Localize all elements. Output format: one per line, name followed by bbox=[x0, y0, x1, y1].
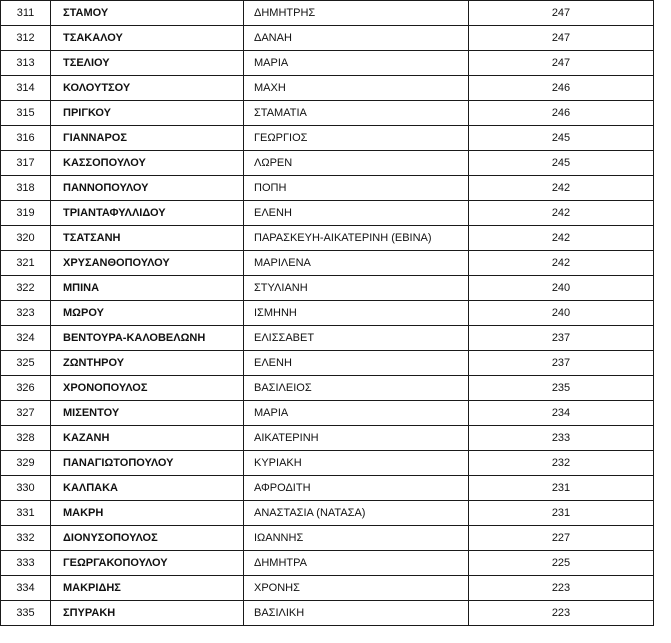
table-row bbox=[1, 276, 654, 301]
votes-cell: 245 bbox=[469, 151, 654, 176]
first-name-cell: ΣΤΥΛΙΑΝΗ bbox=[244, 276, 469, 301]
first-name-cell: ΒΑΣΙΛΕΙΟΣ bbox=[244, 376, 469, 401]
first-name-cell: ΜΑΧΗ bbox=[244, 76, 469, 101]
votes-cell: 246 bbox=[469, 76, 654, 101]
rank-cell: 318 bbox=[1, 176, 51, 201]
table-row bbox=[1, 1, 654, 26]
table-row bbox=[1, 26, 654, 51]
table-row bbox=[1, 401, 654, 426]
votes-cell: 225 bbox=[469, 551, 654, 576]
rank-cell: 331 bbox=[1, 501, 51, 526]
rank-cell: 314 bbox=[1, 76, 51, 101]
first-name-cell: ΕΛΕΝΗ bbox=[244, 201, 469, 226]
rank-cell: 328 bbox=[1, 426, 51, 451]
rank-cell: 316 bbox=[1, 126, 51, 151]
table-row bbox=[1, 251, 654, 276]
votes-cell: 245 bbox=[469, 126, 654, 151]
votes-cell: 223 bbox=[469, 576, 654, 601]
first-name-cell: ΒΑΣΙΛΙΚΗ bbox=[244, 601, 469, 626]
first-name-cell: ΜΑΡΙΑ bbox=[244, 401, 469, 426]
surname-cell: ΣΤΑΜΟΥ bbox=[51, 1, 244, 26]
rank-cell: 319 bbox=[1, 201, 51, 226]
votes-cell: 242 bbox=[469, 226, 654, 251]
first-name-cell: ΛΩΡΕΝ bbox=[244, 151, 469, 176]
votes-cell: 227 bbox=[469, 526, 654, 551]
surname-cell: ΚΑΛΠΑΚΑ bbox=[51, 476, 244, 501]
table-row bbox=[1, 76, 654, 101]
first-name-cell: ΚΥΡΙΑΚΗ bbox=[244, 451, 469, 476]
surname-cell: ΜΩΡΟΥ bbox=[51, 301, 244, 326]
table-row bbox=[1, 126, 654, 151]
surname-cell: ΧΡΥΣΑΝΘΟΠΟΥΛΟΥ bbox=[51, 251, 244, 276]
table-row bbox=[1, 226, 654, 251]
votes-cell: 247 bbox=[469, 1, 654, 26]
surname-cell: ΠΡΙΓΚΟΥ bbox=[51, 101, 244, 126]
table-row bbox=[1, 551, 654, 576]
first-name-cell: ΔΗΜΗΤΡΗΣ bbox=[244, 1, 469, 26]
first-name-cell: ΠΑΡΑΣΚΕΥΗ-ΑΙΚΑΤΕΡΙΝΗ (ΕΒΙΝΑ) bbox=[244, 226, 469, 251]
votes-cell: 237 bbox=[469, 326, 654, 351]
table-row bbox=[1, 426, 654, 451]
rank-cell: 330 bbox=[1, 476, 51, 501]
votes-cell: 242 bbox=[469, 176, 654, 201]
votes-cell: 232 bbox=[469, 451, 654, 476]
votes-cell: 240 bbox=[469, 276, 654, 301]
table-row bbox=[1, 501, 654, 526]
rank-cell: 324 bbox=[1, 326, 51, 351]
table-row bbox=[1, 301, 654, 326]
votes-cell: 240 bbox=[469, 301, 654, 326]
surname-cell: ΠΑΝΝΟΠΟΥΛΟΥ bbox=[51, 176, 244, 201]
rank-cell: 312 bbox=[1, 26, 51, 51]
surname-cell: ΓΙΑΝΝΑΡΟΣ bbox=[51, 126, 244, 151]
surname-cell: ΤΣΕΛΙΟΥ bbox=[51, 51, 244, 76]
first-name-cell: ΕΛΙΣΣΑΒΕΤ bbox=[244, 326, 469, 351]
first-name-cell: ΜΑΡΙΑ bbox=[244, 51, 469, 76]
first-name-cell: ΕΛΕΝΗ bbox=[244, 351, 469, 376]
rank-cell: 322 bbox=[1, 276, 51, 301]
surname-cell: ΤΣΑΚΑΛΟΥ bbox=[51, 26, 244, 51]
rank-cell: 334 bbox=[1, 576, 51, 601]
first-name-cell: ΙΣΜΗΝΗ bbox=[244, 301, 469, 326]
votes-cell: 235 bbox=[469, 376, 654, 401]
votes-cell: 242 bbox=[469, 251, 654, 276]
surname-cell: ΜΑΚΡΗ bbox=[51, 501, 244, 526]
rank-cell: 326 bbox=[1, 376, 51, 401]
table-row bbox=[1, 376, 654, 401]
table-row bbox=[1, 526, 654, 551]
first-name-cell: ΔΑΝΑΗ bbox=[244, 26, 469, 51]
table-row bbox=[1, 576, 654, 601]
votes-cell: 233 bbox=[469, 426, 654, 451]
rank-cell: 323 bbox=[1, 301, 51, 326]
rank-cell: 332 bbox=[1, 526, 51, 551]
votes-cell: 231 bbox=[469, 501, 654, 526]
surname-cell: ΓΕΩΡΓΑΚΟΠΟΥΛΟΥ bbox=[51, 551, 244, 576]
table-row bbox=[1, 601, 654, 626]
surname-cell: ΣΠΥΡΑΚΗ bbox=[51, 601, 244, 626]
surname-cell: ΤΣΑΤΣΑΝΗ bbox=[51, 226, 244, 251]
rank-cell: 313 bbox=[1, 51, 51, 76]
table-row bbox=[1, 351, 654, 376]
surname-cell: ΒΕΝΤΟΥΡΑ-ΚΑΛΟΒΕΛΩΝΗ bbox=[51, 326, 244, 351]
surname-cell: ΧΡΟΝΟΠΟΥΛΟΣ bbox=[51, 376, 244, 401]
first-name-cell: ΧΡΟΝΗΣ bbox=[244, 576, 469, 601]
surname-cell: ΠΑΝΑΓΙΩΤΟΠΟΥΛΟΥ bbox=[51, 451, 244, 476]
rank-cell: 329 bbox=[1, 451, 51, 476]
surname-cell: ΔΙΟΝΥΣΟΠΟΥΛΟΣ bbox=[51, 526, 244, 551]
table-row bbox=[1, 101, 654, 126]
table-row bbox=[1, 51, 654, 76]
surname-cell: ΜΑΚΡΙΔΗΣ bbox=[51, 576, 244, 601]
votes-cell: 242 bbox=[469, 201, 654, 226]
rank-cell: 321 bbox=[1, 251, 51, 276]
votes-cell: 231 bbox=[469, 476, 654, 501]
rank-cell: 311 bbox=[1, 1, 51, 26]
votes-cell: 247 bbox=[469, 26, 654, 51]
table-row bbox=[1, 451, 654, 476]
first-name-cell: ΔΗΜΗΤΡΑ bbox=[244, 551, 469, 576]
votes-cell: 234 bbox=[469, 401, 654, 426]
table-row bbox=[1, 151, 654, 176]
surname-cell: ΚΑΖΑΝΗ bbox=[51, 426, 244, 451]
surname-cell: ΖΩΝΤΗΡΟΥ bbox=[51, 351, 244, 376]
first-name-cell: ΣΤΑΜΑΤΙΑ bbox=[244, 101, 469, 126]
surname-cell: ΚΟΛΟΥΤΣΟΥ bbox=[51, 76, 244, 101]
rank-cell: 333 bbox=[1, 551, 51, 576]
votes-cell: 247 bbox=[469, 51, 654, 76]
surname-cell: ΚΑΣΣΟΠΟΥΛΟΥ bbox=[51, 151, 244, 176]
surname-cell: ΜΠΙΝΑ bbox=[51, 276, 244, 301]
table-row bbox=[1, 476, 654, 501]
first-name-cell: ΠΟΠΗ bbox=[244, 176, 469, 201]
table-row bbox=[1, 201, 654, 226]
rank-cell: 335 bbox=[1, 601, 51, 626]
table-row bbox=[1, 176, 654, 201]
first-name-cell: ΑΝΑΣΤΑΣΙΑ (ΝΑΤΑΣΑ) bbox=[244, 501, 469, 526]
rank-cell: 327 bbox=[1, 401, 51, 426]
table-row bbox=[1, 326, 654, 351]
first-name-cell: ΜΑΡΙΛΕΝΑ bbox=[244, 251, 469, 276]
rank-cell: 325 bbox=[1, 351, 51, 376]
rank-cell: 315 bbox=[1, 101, 51, 126]
first-name-cell: ΓΕΩΡΓΙΟΣ bbox=[244, 126, 469, 151]
first-name-cell: ΙΩΑΝΝΗΣ bbox=[244, 526, 469, 551]
first-name-cell: ΑΦΡΟΔΙΤΗ bbox=[244, 476, 469, 501]
rank-cell: 320 bbox=[1, 226, 51, 251]
votes-cell: 237 bbox=[469, 351, 654, 376]
rank-cell: 317 bbox=[1, 151, 51, 176]
surname-cell: ΤΡΙΑΝΤΑΦΥΛΛΙΔΟΥ bbox=[51, 201, 244, 226]
surname-cell: ΜΙΣΕΝΤΟΥ bbox=[51, 401, 244, 426]
votes-cell: 246 bbox=[469, 101, 654, 126]
votes-cell: 223 bbox=[469, 601, 654, 626]
first-name-cell: ΑΙΚΑΤΕΡΙΝΗ bbox=[244, 426, 469, 451]
results-table-body bbox=[1, 1, 654, 626]
